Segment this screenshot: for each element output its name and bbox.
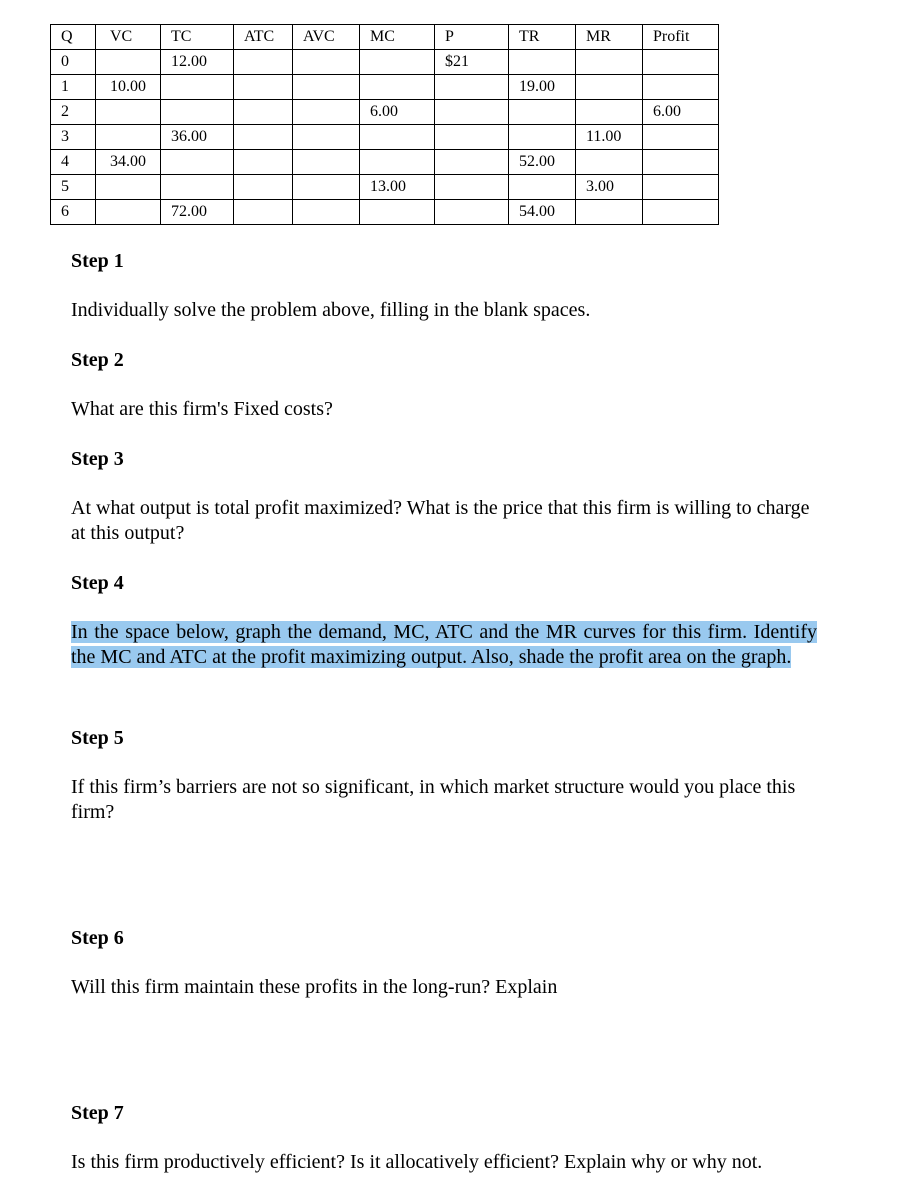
- table-cell: [234, 125, 293, 150]
- table-cell: [96, 125, 161, 150]
- table-cell: [509, 125, 576, 150]
- header-cell: Profit: [643, 25, 719, 50]
- table-row: [51, 100, 719, 125]
- table-cell: 52.00: [509, 150, 576, 175]
- table-cell: [293, 175, 360, 200]
- header-cell: MR: [576, 25, 643, 50]
- header-cell: TR: [509, 25, 576, 50]
- table-cell: 3: [51, 125, 96, 150]
- table-cell: [435, 75, 509, 100]
- table-cell: [643, 75, 719, 100]
- table-cell: [293, 50, 360, 75]
- table-cell: [435, 200, 509, 225]
- step-heading: Step 6: [71, 927, 124, 949]
- table-header-row: [51, 25, 719, 50]
- table-cell: [643, 50, 719, 75]
- table-cell: [96, 175, 161, 200]
- table-cell: [360, 125, 435, 150]
- table-cell: [234, 200, 293, 225]
- table-cell: [234, 100, 293, 125]
- step-heading: Step 7: [71, 1102, 124, 1124]
- table-cell: [509, 50, 576, 75]
- table-cell: [576, 100, 643, 125]
- table-cell: 54.00: [509, 200, 576, 225]
- table-cell: [435, 125, 509, 150]
- table-cell: [509, 175, 576, 200]
- step-text: Will this firm maintain these profits in the long-run? Explain: [71, 976, 558, 998]
- table-cell: 19.00: [509, 75, 576, 100]
- header-cell: MC: [360, 25, 435, 50]
- table-cell: [576, 50, 643, 75]
- table-cell: 2: [51, 100, 96, 125]
- table-cell: 1: [51, 75, 96, 100]
- header-cell: ATC: [234, 25, 293, 50]
- table-cell: [360, 75, 435, 100]
- cost-table: [50, 24, 719, 225]
- header-cell: Q: [51, 25, 96, 50]
- table-cell: 4: [51, 150, 96, 175]
- table-cell: [96, 50, 161, 75]
- table-cell: [293, 100, 360, 125]
- table-cell: [96, 200, 161, 225]
- table-cell: [360, 150, 435, 175]
- step-heading: Step 2: [71, 349, 124, 371]
- text-selection-highlight[interactable]: In the space below, graph the demand, MC, ATC and the MR curves for this firm. Identify the MC and ATC at the profit maximizing output. Also, shade the profit area on the graph.: [71, 621, 817, 668]
- table-cell: 12.00: [161, 50, 234, 75]
- table-cell: 13.00: [360, 175, 435, 200]
- table-cell: [435, 150, 509, 175]
- step-text: At what output is total profit maximized? What is the price that this firm is willing to charge at this output?: [71, 497, 810, 544]
- table-cell: [293, 125, 360, 150]
- table-cell: [234, 150, 293, 175]
- table-cell: [643, 150, 719, 175]
- table-cell: 6.00: [643, 100, 719, 125]
- table-cell: [161, 100, 234, 125]
- table-cell: 36.00: [161, 125, 234, 150]
- table-cell: 34.00: [96, 150, 161, 175]
- table-cell: [643, 125, 719, 150]
- step-heading: Step 5: [71, 727, 124, 749]
- table-cell: 0: [51, 50, 96, 75]
- table-cell: 11.00: [576, 125, 643, 150]
- table-cell: [576, 75, 643, 100]
- table-cell: [161, 75, 234, 100]
- table-cell: [435, 175, 509, 200]
- table-cell: 5: [51, 175, 96, 200]
- table-cell: [234, 75, 293, 100]
- table-cell: 6.00: [360, 100, 435, 125]
- step-text: Individually solve the problem above, filling in the blank spaces.: [71, 299, 591, 321]
- table-cell: [509, 100, 576, 125]
- table-cell: [161, 175, 234, 200]
- table-cell: [360, 50, 435, 75]
- step-text: What are this firm's Fixed costs?: [71, 398, 333, 420]
- header-cell: P: [435, 25, 509, 50]
- table-cell: [293, 75, 360, 100]
- step-heading: Step 3: [71, 448, 124, 470]
- table-cell: 10.00: [96, 75, 161, 100]
- table-row: [51, 75, 719, 100]
- header-cell: VC: [96, 25, 161, 50]
- step-heading: Step 4: [71, 572, 124, 594]
- table-cell: 3.00: [576, 175, 643, 200]
- table-cell: 6: [51, 200, 96, 225]
- table-row: [51, 50, 719, 75]
- table-row: [51, 175, 719, 200]
- table-cell: [234, 175, 293, 200]
- table-cell: [576, 150, 643, 175]
- table-cell: [96, 100, 161, 125]
- table-row: [51, 150, 719, 175]
- step-heading: Step 1: [71, 250, 124, 272]
- step-text: If this firm’s barriers are not so significant, in which market structure would you place this firm?: [71, 776, 796, 823]
- header-cell: TC: [161, 25, 234, 50]
- table-row: [51, 125, 719, 150]
- table-cell: [360, 200, 435, 225]
- table-cell: 72.00: [161, 200, 234, 225]
- table-cell: [643, 200, 719, 225]
- table-cell: [234, 50, 293, 75]
- table-cell: $21: [435, 50, 509, 75]
- table-cell: [293, 200, 360, 225]
- header-cell: AVC: [293, 25, 360, 50]
- step-text: Is this firm productively efficient? Is it allocatively efficient? Explain why or why not.: [71, 1151, 763, 1173]
- table-cell: [435, 100, 509, 125]
- table-row: [51, 200, 719, 225]
- table-cell: [576, 200, 643, 225]
- step-text-selected[interactable]: [71, 620, 817, 670]
- table-cell: [161, 150, 234, 175]
- table-cell: [293, 150, 360, 175]
- table-cell: [643, 175, 719, 200]
